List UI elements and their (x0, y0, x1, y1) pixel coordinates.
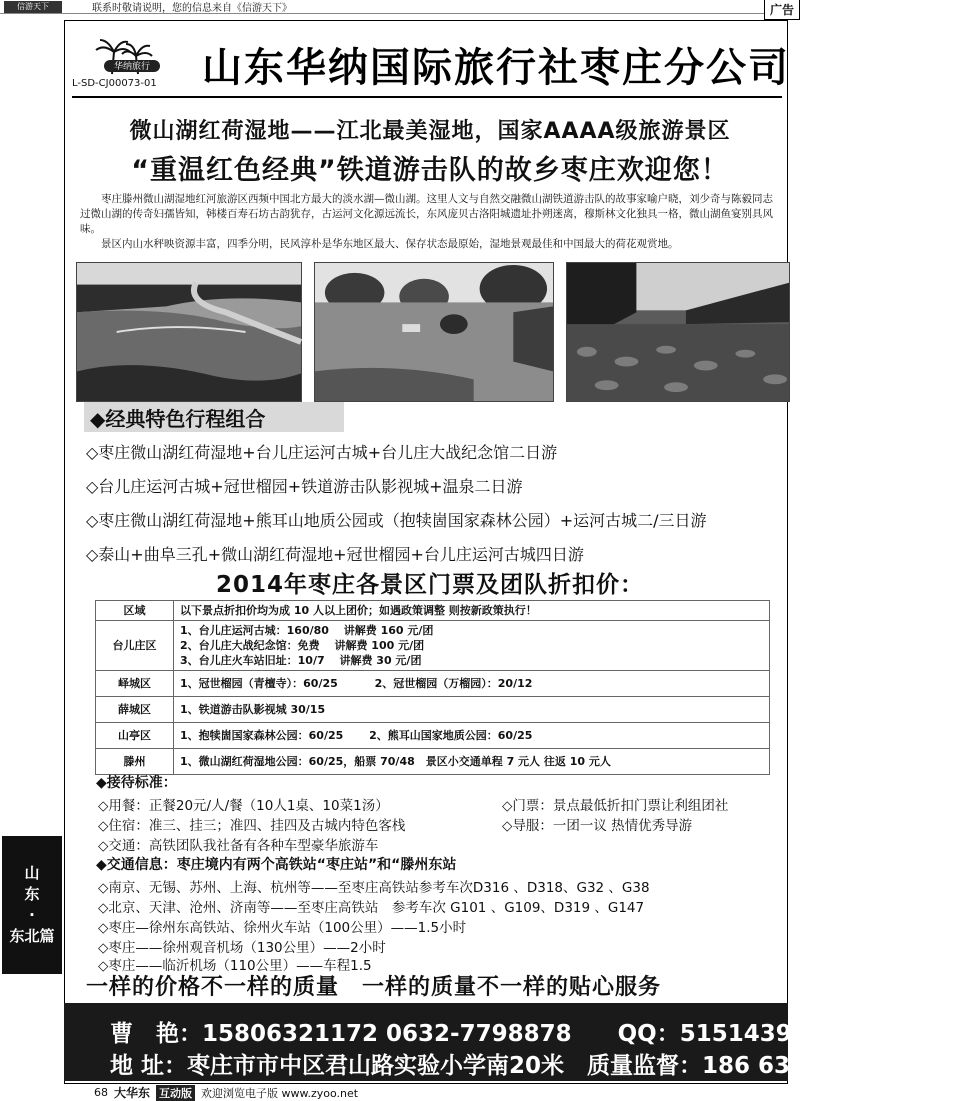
company-name: 山东华纳国际旅行社枣庄分公司 (202, 45, 790, 91)
intro-paragraph-2: 景区内山水秤映资源丰富，四季分明，民风淳朴是华东地区最大、保存状态最原始，湿地景观最佳和中国最大的荷花观赏地。 (101, 238, 679, 250)
price-cell (174, 621, 770, 671)
footer-link[interactable]: 欢迎浏览电子版 www.zyoo.net (201, 1086, 359, 1100)
price-line: 1、台儿庄运河古城：160/80 讲解费 160 元/团 (180, 624, 434, 637)
price-cell (174, 749, 770, 775)
header-divider (72, 96, 782, 98)
itinerary-heading: ◆经典特色行程组合 (84, 402, 344, 432)
table-row (96, 749, 770, 775)
traffic-line: ◇南京、无锡、苏州、上海、杭州等——至枣庄高铁站参考车次D316 、D318、G32 、G38 (98, 880, 650, 896)
service-guide: ◇导服：一团一议 热情优秀导游 (502, 818, 693, 834)
sidebar-char: 东北篇 (9, 927, 55, 945)
route-item: ◇枣庄微山湖红荷湿地+熊耳山地质公园或（抱犊崮国家森林公园）+运河古城二/三日游 (86, 511, 707, 530)
table-row (96, 697, 770, 723)
license-code: L-SD-CJ00073-01 (72, 78, 157, 89)
ticket-title: 2014年枣庄各景区门票及团队折扣价： (215, 572, 644, 598)
contact-bar (64, 1003, 976, 1081)
photo-lotus-field (566, 262, 790, 402)
mini-logo: 信游天下 (4, 1, 62, 13)
traffic-line: ◇北京、天津、沧州、济南等——至枣庄高铁站 参考车次 G101 、G109、D319 、G147 (98, 900, 645, 916)
contact-address-line: 地 址：枣庄市市中区君山路实验小学南20米 质量监督：186 6326 3727 (110, 1053, 895, 1079)
ticket-table (95, 600, 770, 775)
slogan-line-2: “重温红色经典”铁道游击队的故乡枣庄欢迎您！ (131, 155, 729, 186)
service-transport: ◇交通：高铁团队我社备有各种车型豪华旅游车 (98, 838, 379, 854)
slogan-line-1: 微山湖红荷湿地——江北最美湿地，国家AAAA级旅游景区 (129, 119, 731, 144)
table-row (96, 671, 770, 697)
region-cell: 山亭区 (96, 723, 174, 749)
price-line: 1、微山湖红荷湿地公园：60/25，船票 70/48 景区小交通单程 7 元人 往返 10 元人 (180, 755, 611, 768)
table-header-region: 区域 (96, 601, 174, 621)
sidebar-char: 山 (24, 864, 40, 882)
traffic-heading: ◆交通信息：枣庄境内有两个高铁站“枣庄站”和“滕州东站 (96, 857, 457, 873)
price-line: 1、抱犊崮国家森林公园：60/25 2、熊耳山国家地质公园：60/25 (180, 729, 533, 742)
route-item: ◇台儿庄运河古城+冠世榴园+铁道游击队影视城+温泉二日游 (86, 477, 523, 496)
region-cell: 台儿庄区 (96, 621, 174, 671)
traffic-line: ◇枣庄——临沂机场（110公里）——车程1.5 (98, 958, 372, 974)
service-heading: ◆接待标准： (96, 775, 177, 791)
price-cell (174, 697, 770, 723)
region-cell: 滕州 (96, 749, 174, 775)
price-cell (174, 723, 770, 749)
table-header-desc: 以下景点折扣价均为成 10 人以上团价；如遇政策调整 则按新政策执行！ (174, 601, 770, 621)
sidebar-char: 东 (24, 885, 40, 903)
ad-tag: 广告 (764, 0, 800, 20)
table-header-row (96, 601, 770, 621)
region-sidebar (2, 836, 62, 974)
ad-header (72, 34, 790, 96)
price-line: 1、冠世榴园（青檀寺）：60/25 2、冠世榴园（万榴园）：20/12 (180, 677, 533, 690)
price-line: 2、台儿庄大战纪念馆：免费 讲解费 100 元/团 (180, 639, 425, 652)
route-item: ◇枣庄微山湖红荷湿地+台儿庄运河古城+台儿庄大战纪念馆二日游 (86, 443, 558, 462)
top-note: 联系时敬请说明，您的信息来自《信游天下》 (92, 3, 292, 14)
sidebar-char: · (29, 906, 35, 924)
traffic-line: ◇枣庄——徐州观音机场（130公里）——2小时 (98, 940, 386, 956)
intro-text (80, 192, 780, 252)
service-meal: ◇用餐：正餐20元/人/餐（10人1桌、10菜1汤） (98, 798, 389, 814)
palm-logo-icon (94, 38, 164, 76)
service-ticket: ◇门票：景点最低折扣门票让利组团社 (502, 798, 729, 814)
photo-wetland-pavilion (314, 262, 554, 402)
region-cell: 峄城区 (96, 671, 174, 697)
edition-badge: 互动版 (156, 1085, 195, 1101)
service-stay: ◇住宿：准三、挂三；准四、挂四及古城内特色客栈 (98, 818, 406, 834)
page-number: 68 (94, 1086, 108, 1099)
intro-paragraph-1: 枣庄滕州微山湖湿地红河旅游区西频中国北方最大的淡水湖—微山湖。这里人文与自然交融微山湖铁道游击队的故事家喻户晓，刘少奇与陈毅同志过微山湖的传奇妇孺皆知，韩楼百寿石坊古韵犹存，古运河文化源远流长，东风庞贝古洛阳城遗址扑朔迷离，穆斯林文化独具一格，微山湖鱼宴别具风味。 (80, 193, 773, 235)
page-footer (94, 1084, 358, 1101)
table-row (96, 621, 770, 671)
table-row (96, 723, 770, 749)
price-cell (174, 671, 770, 697)
quality-slogan: 一样的价格不一样的质量 一样的质量不一样的贴心服务 (86, 975, 662, 1000)
price-line: 1、铁道游击队影视城 30/15 (180, 703, 326, 716)
price-line: 3、台儿庄火车站旧址：10/7 讲解费 30 元/团 (180, 654, 422, 667)
contact-phone-line: 曹 艳：15806321172 0632-7798878 QQ：515143939 415683650 (110, 1021, 976, 1047)
region-cell: 薛城区 (96, 697, 174, 723)
top-bar (0, 0, 800, 14)
route-item: ◇泰山+曲阜三孔+微山湖红荷湿地+冠世榴园+台儿庄运河古城四日游 (86, 545, 584, 564)
magazine-name: 大华东 (114, 1086, 151, 1100)
logo-text: 华纳旅行 (113, 62, 151, 72)
photo-lake-boats (76, 262, 302, 402)
traffic-line: ◇枣庄—徐州东高铁站、徐州火车站（100公里）——1.5小时 (98, 920, 467, 936)
